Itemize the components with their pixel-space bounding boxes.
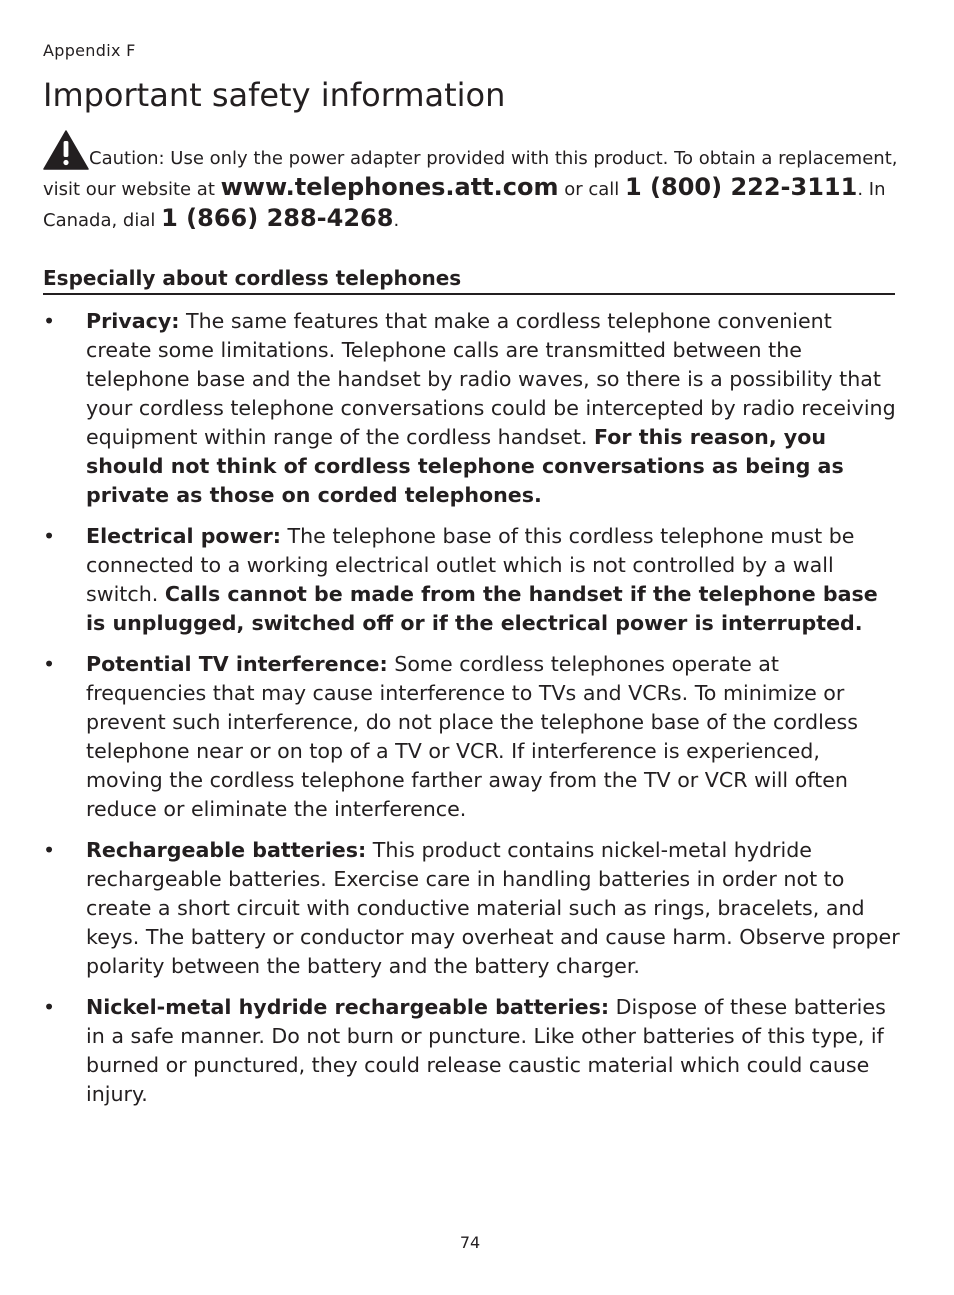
item-body: The telephone base of this cordless telephone must be connected to a working electrical outlet which is not controlled by a wall switch.	[86, 524, 855, 606]
section-heading: Especially about cordless telephones	[43, 266, 895, 295]
list-item-electrical-power	[43, 522, 903, 638]
page-number: 74	[459, 1233, 481, 1252]
list-item-tv-interference	[43, 650, 903, 824]
caution-notice	[43, 130, 903, 235]
bullet-icon: •	[43, 838, 56, 862]
caution-text-4: .	[393, 210, 400, 231]
item-body: Dispose of these batteries in a safe manner. Do not burn or puncture. Like other batteries of this type, if burned or punctured, they could release caustic material which could cause injury.	[86, 995, 886, 1106]
item-lead: Privacy:	[86, 309, 180, 333]
canada-phone-number: 1 (866) 288-4268	[161, 204, 394, 232]
caution-text-3: . In Canada, dial	[43, 179, 886, 231]
caution-text-1: Caution: Use only the power adapter provided with this product. To obtain a replacement, visit our website at	[43, 148, 898, 200]
warning-triangle-icon	[43, 130, 89, 170]
item-body: This product contains nickel-metal hydride rechargeable batteries. Exercise care in handling batteries in order not to create a short circuit with conductive material such as rings, bracelets, and keys. The battery or conductor may overheat and cause harm. Observe proper polarity between the battery and the battery charger.	[86, 838, 900, 978]
caution-text-2: or call	[558, 179, 625, 200]
appendix-label: Appendix F	[43, 41, 136, 60]
bullet-icon: •	[43, 309, 56, 333]
list-item-rechargeable-batteries	[43, 836, 903, 981]
safety-list	[43, 307, 903, 1109]
item-lead: Electrical power:	[86, 524, 281, 548]
us-phone-number: 1 (800) 222-3111	[625, 173, 858, 201]
bullet-icon: •	[43, 652, 56, 676]
item-lead: Nickel-metal hydride rechargeable batteries:	[86, 995, 610, 1019]
item-body: The same features that make a cordless telephone convenient create some limitations. Telephone calls are transmitted between the telephone base and the handset by radio waves, so there is a possibility that your cordless telephone conversations could be intercepted by radio receiving equipment within range of the cordless handset.	[86, 309, 896, 449]
page-title: Important safety information	[43, 76, 506, 114]
item-lead: Rechargeable batteries:	[86, 838, 367, 862]
bullet-icon: •	[43, 524, 56, 548]
item-emphasis: For this reason, you should not think of cordless telephone conversations as being as private as those on corded telephones.	[86, 425, 844, 507]
list-item-privacy	[43, 307, 903, 510]
item-lead: Potential TV interference:	[86, 652, 388, 676]
item-body: Some cordless telephones operate at frequencies that may cause interference to TVs and VCRs. To minimize or prevent such interference, do not place the telephone base of the cordless telephone near or on top of a TV or VCR. If interference is experienced, moving the cordless telephone farther away from the TV or VCR will often reduce or eliminate the interference.	[86, 652, 858, 821]
list-item-nimh-batteries	[43, 993, 903, 1109]
bullet-icon: •	[43, 995, 56, 1019]
item-emphasis: Calls cannot be made from the handset if the telephone base is unplugged, switched off or if the electrical power is interrupted.	[86, 582, 878, 635]
website-link[interactable]: www.telephones.att.com	[220, 173, 559, 201]
